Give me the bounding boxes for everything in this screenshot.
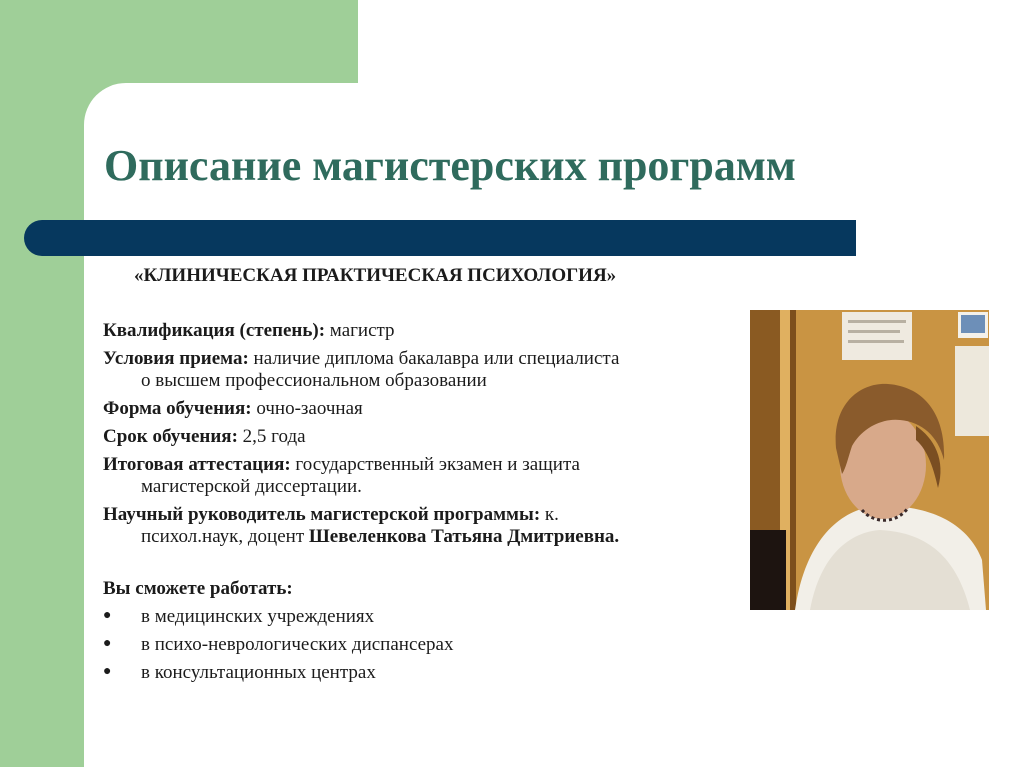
list-item <box>103 634 743 662</box>
study-form-label: Форма обучения: <box>103 398 252 419</box>
bullet-icon: ● <box>103 636 112 651</box>
list-item-text: в медицинских учреждениях <box>141 606 375 627</box>
admission-row <box>103 348 743 392</box>
bullet-icon: ● <box>103 664 112 679</box>
supervisor-value-cont <box>103 526 743 548</box>
study-form-value: очно-заочная <box>251 398 363 419</box>
jobs-label: Вы сможете работать: <box>103 578 293 599</box>
final-attestation-row <box>103 454 743 498</box>
list-item-text: в психо-неврологических диспансерах <box>141 634 454 655</box>
duration-row <box>103 426 743 448</box>
portrait-illustration <box>750 310 989 610</box>
admission-label: Условия приема: <box>103 348 249 369</box>
qualification-value: магистр <box>325 320 395 341</box>
list-item <box>103 606 743 634</box>
program-name: «КЛИНИЧЕСКАЯ ПРАКТИЧЕСКАЯ ПСИХОЛОГИЯ» <box>134 265 617 286</box>
qualification-row <box>103 320 743 342</box>
program-details <box>103 320 743 554</box>
bullet-icon: ● <box>103 608 112 623</box>
list-item <box>103 662 743 690</box>
supervisor-row <box>103 504 743 548</box>
duration-label: Срок обучения: <box>103 426 238 447</box>
duration-value: 2,5 года <box>237 426 306 447</box>
title-divider-bar <box>24 220 856 256</box>
supervisor-photo <box>750 310 989 610</box>
study-form-row <box>103 398 743 420</box>
admission-value-cont: о высшем профессиональном образовании <box>141 370 487 391</box>
supervisor-name: Шевеленкова Татьяна Дмитриевна. <box>308 526 620 547</box>
final-attestation-value: государственный экзамен и защита <box>290 454 580 475</box>
supervisor-label: Научный руководитель магистерской программы: <box>103 504 541 525</box>
slide-title: Описание магистерских программ <box>104 141 796 190</box>
admission-value: наличие диплома бакалавра или специалиста <box>248 348 620 369</box>
qualification-label: Квалификация (степень): <box>103 320 326 341</box>
final-attestation-value-cont: магистерской диссертации. <box>141 476 362 497</box>
list-item-text: в консультационных центрах <box>141 662 376 683</box>
final-attestation-label: Итоговая аттестация: <box>103 454 291 475</box>
supervisor-degree: психол.наук, доцент <box>141 526 309 547</box>
supervisor-value: к. <box>540 504 559 525</box>
jobs-section <box>103 578 743 690</box>
